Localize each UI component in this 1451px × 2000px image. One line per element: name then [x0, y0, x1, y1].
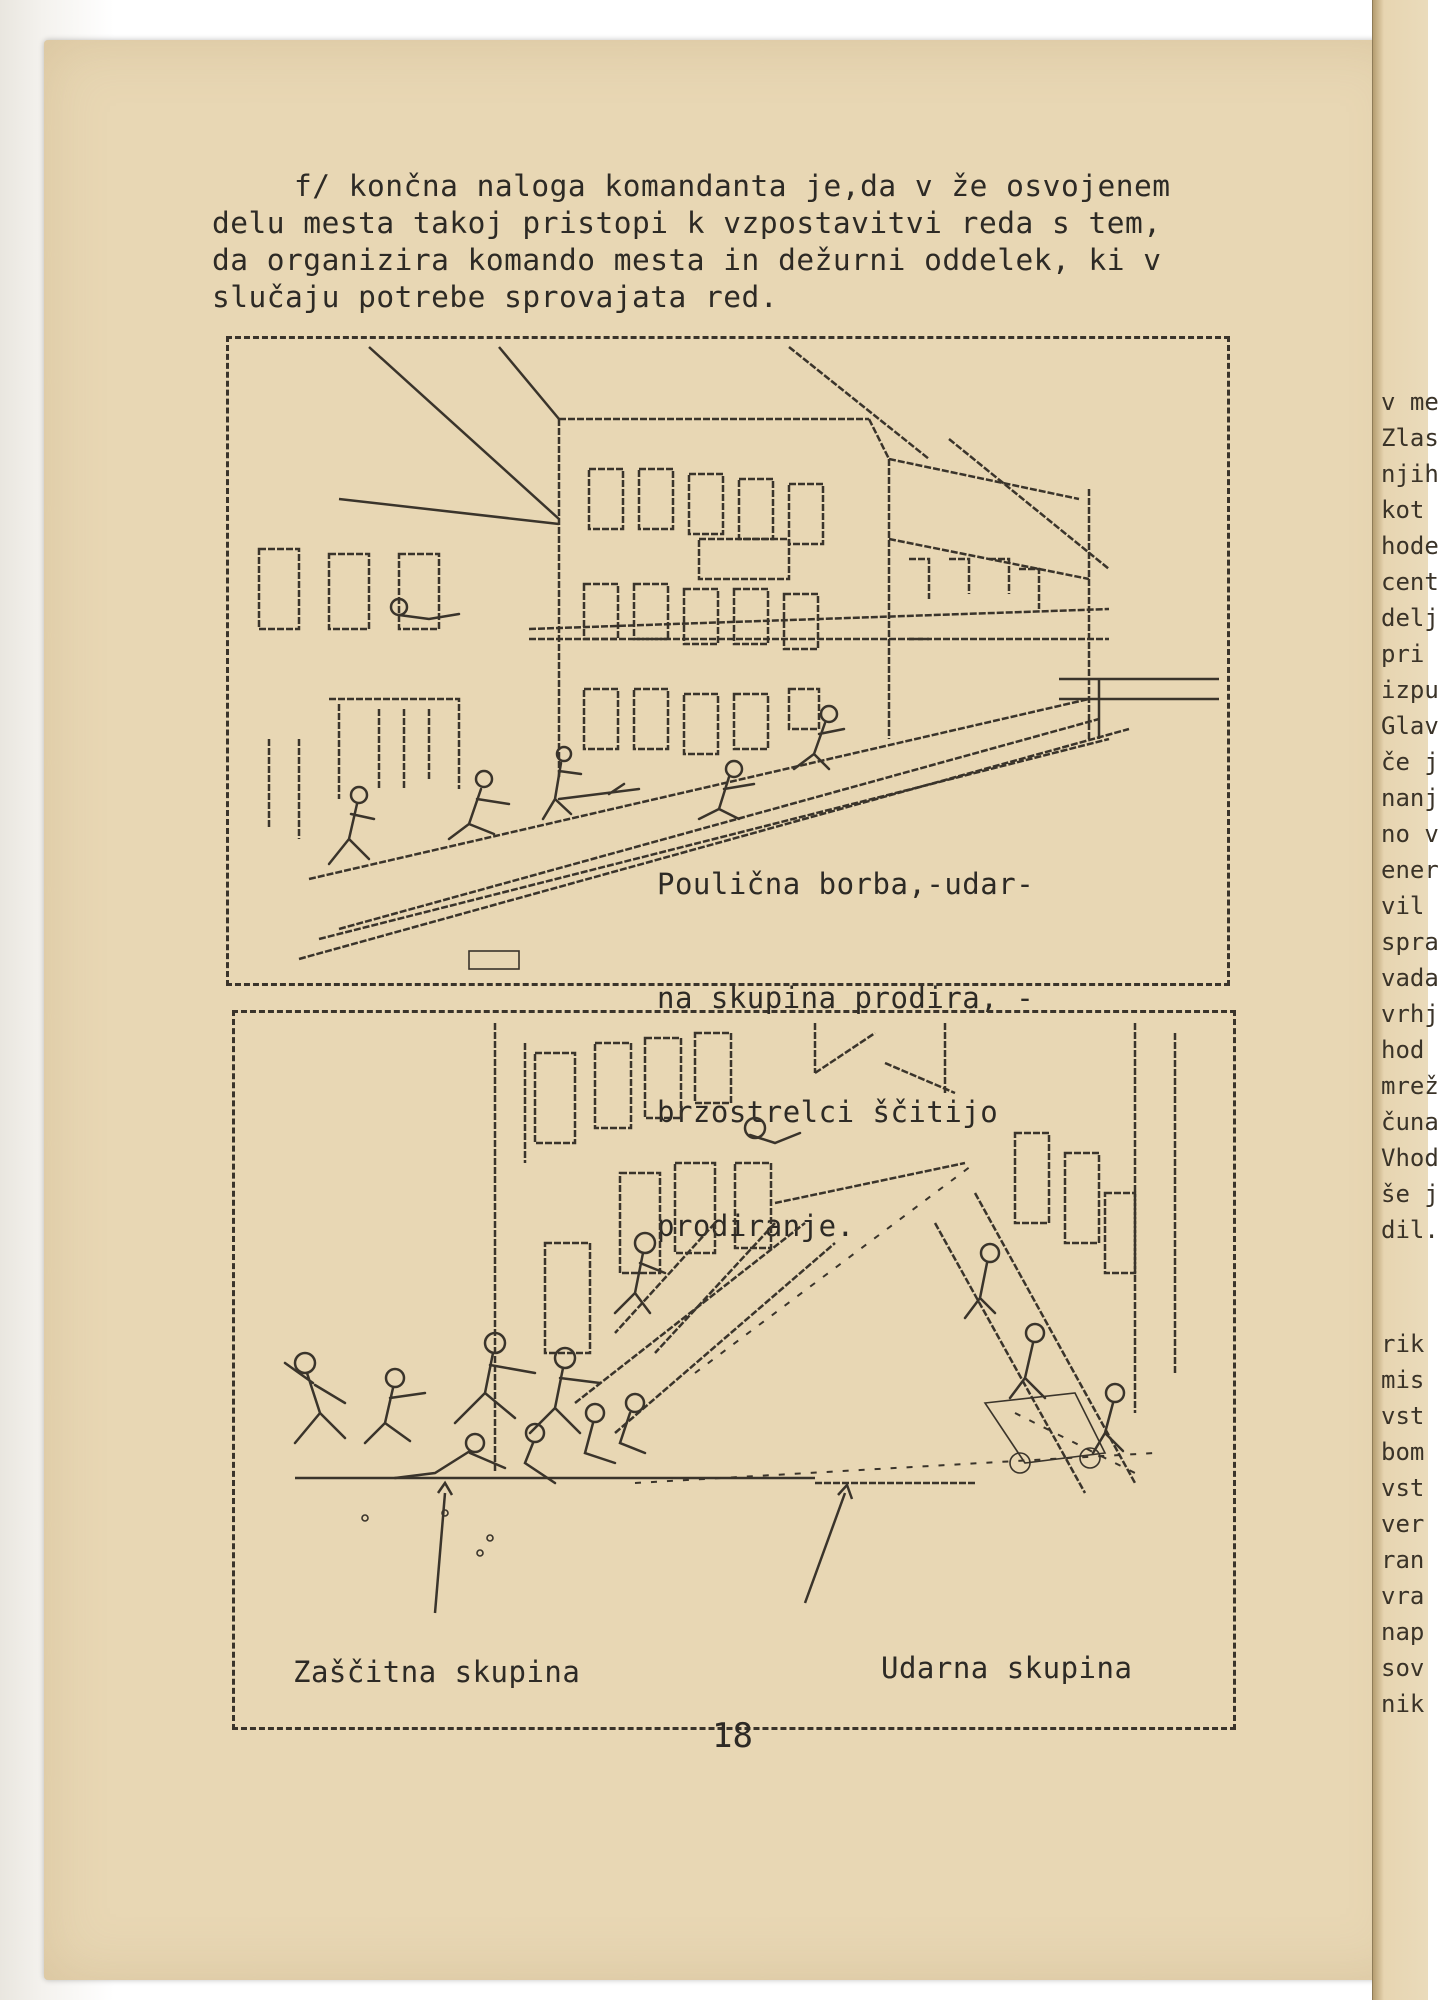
facing-line: vrhj	[1381, 1000, 1439, 1028]
paragraph-line: delu mesta takoj pristopi k vzpostavitvi reda s tem,	[212, 206, 1162, 240]
street-fight-illustration	[226, 336, 1230, 1243]
protection-group-label: Zaščitna skupina	[293, 1655, 581, 1689]
facing-line: v me	[1381, 388, 1439, 416]
facing-line: cent	[1381, 568, 1439, 596]
facing-line: spra	[1381, 928, 1439, 956]
facing-line: bom	[1381, 1438, 1425, 1466]
facing-line: Glav	[1381, 712, 1439, 740]
facing-line: vada	[1381, 964, 1439, 992]
facing-line: še j	[1381, 1180, 1439, 1208]
assault-scene-drawing	[235, 1013, 1235, 1729]
facing-line: rik	[1381, 1330, 1425, 1358]
facing-line: nanj	[1381, 784, 1439, 812]
facing-line: Vhod	[1381, 1144, 1439, 1172]
facing-line: dil.	[1381, 1216, 1439, 1244]
facing-line: njih	[1381, 460, 1439, 488]
facing-line: nap	[1381, 1618, 1425, 1646]
paragraph-line: slučaju potrebe sprovajata red.	[212, 280, 779, 314]
caption-line: brzostrelci ščitijo	[657, 1095, 999, 1129]
assault-groups-illustration	[232, 1010, 1236, 1730]
facing-line: vst	[1381, 1402, 1425, 1430]
facing-line: kot	[1381, 496, 1425, 524]
facing-line: pri	[1381, 640, 1425, 668]
page-number: 18	[712, 1716, 753, 1756]
caption-line: Poulična borba,-udar-	[657, 867, 1035, 901]
facing-line: delj	[1381, 604, 1439, 632]
paragraph-line: f/ končna naloga komandanta je,da v že osvojenem	[294, 169, 1171, 203]
facing-line: ver	[1381, 1510, 1425, 1538]
strike-group-label: Udarna skupina	[881, 1651, 1133, 1685]
facing-line: mis	[1381, 1366, 1425, 1394]
facing-line: hod	[1381, 1036, 1425, 1064]
facing-line: vst	[1381, 1474, 1425, 1502]
facing-line: sov	[1381, 1654, 1425, 1682]
caption-line: prodiranje.	[657, 1209, 855, 1243]
paragraph-line: da organizira komando mesta in dežurni oddelek, ki v	[212, 243, 1162, 277]
facing-line: vra	[1381, 1582, 1425, 1610]
facing-line: vil	[1381, 892, 1425, 920]
facing-line: nik	[1381, 1690, 1425, 1718]
facing-line: če j	[1381, 748, 1439, 776]
facing-line: ener	[1381, 856, 1439, 884]
caption-line: na skupina prodira, -	[657, 981, 1035, 1015]
facing-page-edge	[1372, 0, 1439, 2000]
facing-line: no v	[1381, 820, 1439, 848]
facing-line: izpu	[1381, 676, 1439, 704]
facing-line: ran	[1381, 1546, 1425, 1574]
facing-line: čuna	[1381, 1108, 1439, 1136]
facing-line: Zlas	[1381, 424, 1439, 452]
facing-line: hode	[1381, 532, 1439, 560]
paragraph	[212, 168, 1252, 316]
facing-line: mrež	[1381, 1072, 1439, 1100]
